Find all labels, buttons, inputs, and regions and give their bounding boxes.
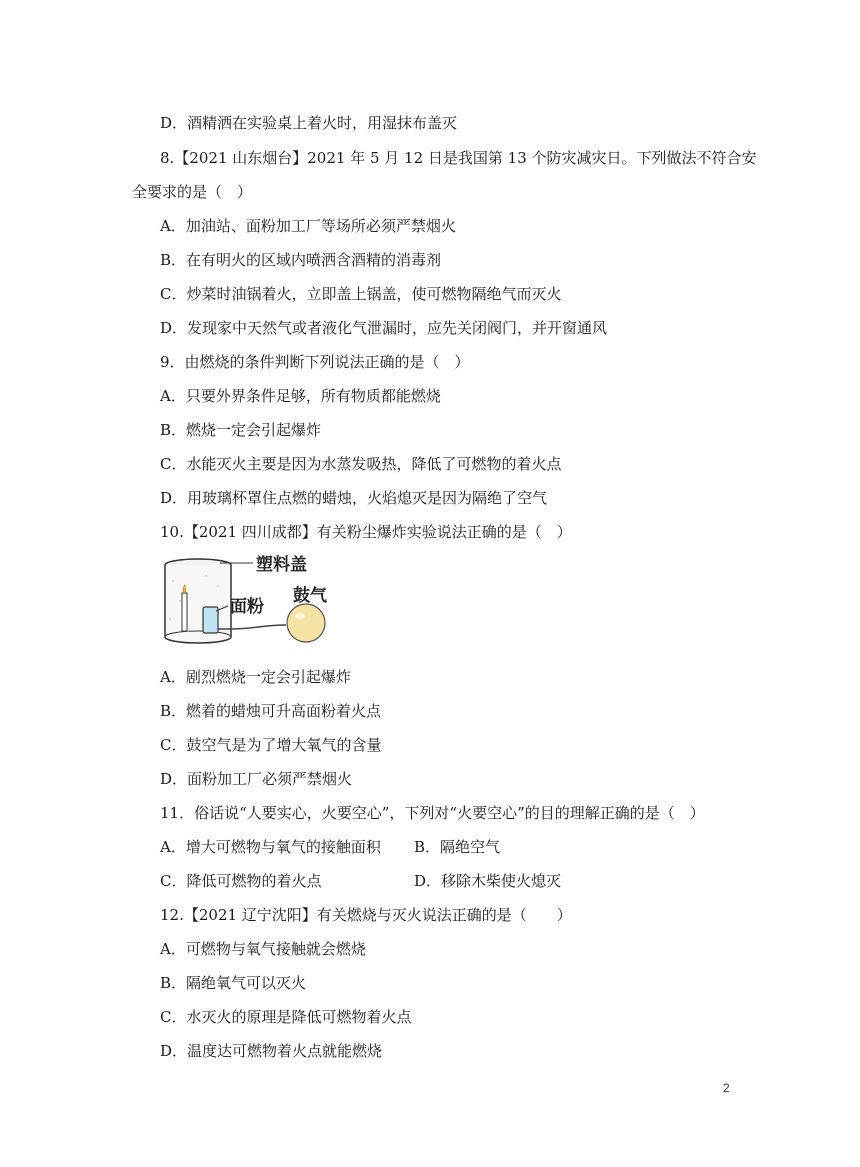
q9-option-c: C．水能灭火主要是因为水蒸发吸热，降低了可燃物的着火点: [160, 455, 562, 473]
q11-option-a: A．增大可燃物与氧气的接触面积: [160, 838, 381, 856]
q12-option-c: C．水灭火的原理是降低可燃物着火点: [160, 1008, 412, 1026]
q9-option-d: D．用玻璃杯罩住点燃的蜡烛，火焰熄灭是因为隔绝了空气: [160, 489, 548, 507]
page-number: 2: [723, 1081, 730, 1095]
q7-option-d: D．酒精洒在实验桌上着火时，用湿抹布盖灭: [160, 114, 458, 132]
q10-option-c: C．鼓空气是为了增大氧气的含量: [160, 736, 382, 754]
q9-option-b: B．燃烧一定会引起爆炸: [160, 421, 322, 439]
q10-option-d: D．面粉加工厂必须严禁烟火: [160, 770, 353, 788]
q9-option-a: A．只要外界条件足够，所有物质都能燃烧: [160, 387, 441, 405]
q12-option-d: D．温度达可燃物着火点就能燃烧: [160, 1042, 383, 1060]
blow-label: 鼓气: [293, 586, 327, 606]
q11-stem: 11．俗话说“人要实心，火要空心”，下列对“火要空心”的目的理解正确的是（ ）: [160, 804, 705, 822]
lid-label: 塑料盖: [256, 555, 307, 575]
q8-option-b: B．在有明火的区域内喷洒含酒精的消毒剂: [160, 251, 442, 269]
q11-option-d: D．移除木柴使火熄灭: [414, 872, 562, 890]
q8-stem-line1: 8.【2021 山东烟台】2021 年 5 月 12 日是我国第 13 个防灾减灾日。下列做法不符合安: [160, 149, 757, 167]
q11-option-c: C．降低可燃物的着火点: [160, 872, 322, 890]
q10-stem: 10.【2021 四川成都】有关粉尘爆炸实验说法正确的是（ ）: [160, 523, 572, 541]
q9-stem: 9．由燃烧的条件判断下列说法正确的是（ ）: [160, 353, 470, 371]
q10-option-b: B．燃着的蜡烛可升高面粉着火点: [160, 702, 382, 720]
q12-option-a: A．可燃物与氧气接触就会燃烧: [160, 940, 366, 958]
q10-option-a: A．剧烈燃烧一定会引起爆炸: [160, 668, 351, 686]
dust-explosion-figure: [158, 551, 343, 651]
q12-stem: 12.【2021 辽宁沈阳】有关燃烧与灭火说法正确的是（ ）: [160, 906, 572, 924]
q8-option-d: D．发现家中天然气或者液化气泄漏时，应先关闭阀门，并开窗通风: [160, 319, 608, 337]
q8-stem-line2: 全要求的是（ ）: [132, 183, 253, 201]
q12-option-b: B．隔绝氧气可以灭火: [160, 974, 307, 992]
q8-option-c: C．炒菜时油锅着火，立即盖上锅盖，使可燃物隔绝气而灭火: [160, 285, 562, 303]
q8-option-a: A．加油站、面粉加工厂等场所必须严禁烟火: [160, 217, 456, 235]
q11-option-b: B．隔绝空气: [414, 838, 501, 856]
flour-label: 面粉: [230, 597, 264, 617]
